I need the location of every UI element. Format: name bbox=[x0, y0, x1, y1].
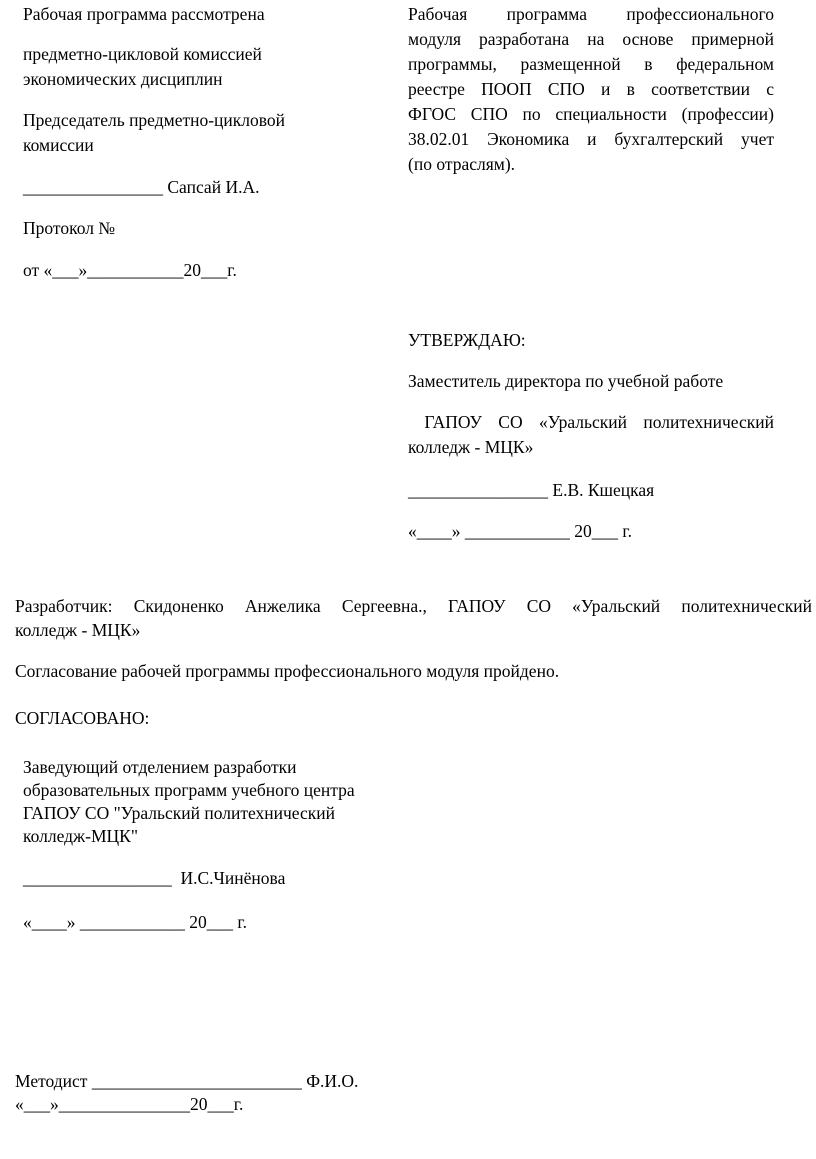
reviewed-line: Рабочая программа рассмотрена bbox=[23, 4, 265, 24]
basis-line-1: Рабочая программа профессионального bbox=[408, 4, 774, 24]
commission-line-1: предметно-цикловой комиссией bbox=[23, 44, 262, 64]
approve-org-line-2: колледж - МЦК» bbox=[408, 437, 534, 457]
agreement-text: Согласование рабочей программы профессионального модуля пройдено. bbox=[15, 661, 560, 681]
developer-block bbox=[15, 594, 812, 642]
basis-line-6: 38.02.01 Экономика и бухгалтерский учет bbox=[408, 129, 774, 149]
agreed-date: «____» ____________ 20___ г. bbox=[23, 912, 247, 932]
chairman-line-1: Председатель предметно-цикловой bbox=[23, 110, 286, 130]
basis-line-5: ФГОС СПО по специальности (профессии) bbox=[408, 104, 774, 124]
commission-line-2: экономических дисциплин bbox=[23, 69, 223, 89]
basis-line-4: реестре ПООП СПО и в соответствии с bbox=[408, 79, 774, 99]
agreed-signature: _________________ И.С.Чинёнова bbox=[23, 868, 286, 888]
approve-signature: ________________ Е.В. Кшецкая bbox=[408, 480, 655, 500]
basis-line-2: модуля разработана на основе примерной bbox=[408, 29, 774, 49]
agreed-line-2: образовательных программ учебного центра bbox=[23, 780, 355, 800]
agreed-title: СОГЛАСОВАНО: bbox=[15, 708, 150, 728]
basis-line-7: (по отраслям). bbox=[408, 154, 516, 174]
developer-line-2: колледж - МЦК» bbox=[15, 620, 141, 640]
agreed-line-4: колледж-МЦК" bbox=[23, 826, 138, 846]
protocol-number: Протокол № bbox=[23, 218, 116, 238]
agreed-line-1: Заведующий отделением разработки bbox=[23, 757, 297, 777]
protocol-date: от «___»___________20___г. bbox=[23, 260, 237, 280]
approve-date: «____» ____________ 20___ г. bbox=[408, 521, 632, 541]
methodist-signature: Методист ________________________ Ф.И.О. bbox=[15, 1071, 359, 1091]
basis-paragraph bbox=[408, 2, 774, 176]
agreed-line-3: ГАПОУ СО "Уральский политехнический bbox=[23, 803, 336, 823]
approve-title: УТВЕРЖДАЮ: bbox=[408, 330, 526, 350]
methodist-date: «___»_______________20___г. bbox=[15, 1094, 244, 1114]
basis-line-3: программы, размещенной в федеральном bbox=[408, 54, 774, 74]
approve-org-line-1: ГАПОУ СО «Уральский политехнический bbox=[408, 412, 774, 432]
chairman-signature: ________________ Сапсай И.А. bbox=[23, 177, 260, 197]
chairman-line-2: комиссии bbox=[23, 135, 94, 155]
developer-line-1: Разработчик: Скидоненко Анжелика Сергеевна., ГАПОУ СО «Уральский политехнический bbox=[15, 596, 812, 616]
approve-position: Заместитель директора по учебной работе bbox=[408, 371, 724, 391]
